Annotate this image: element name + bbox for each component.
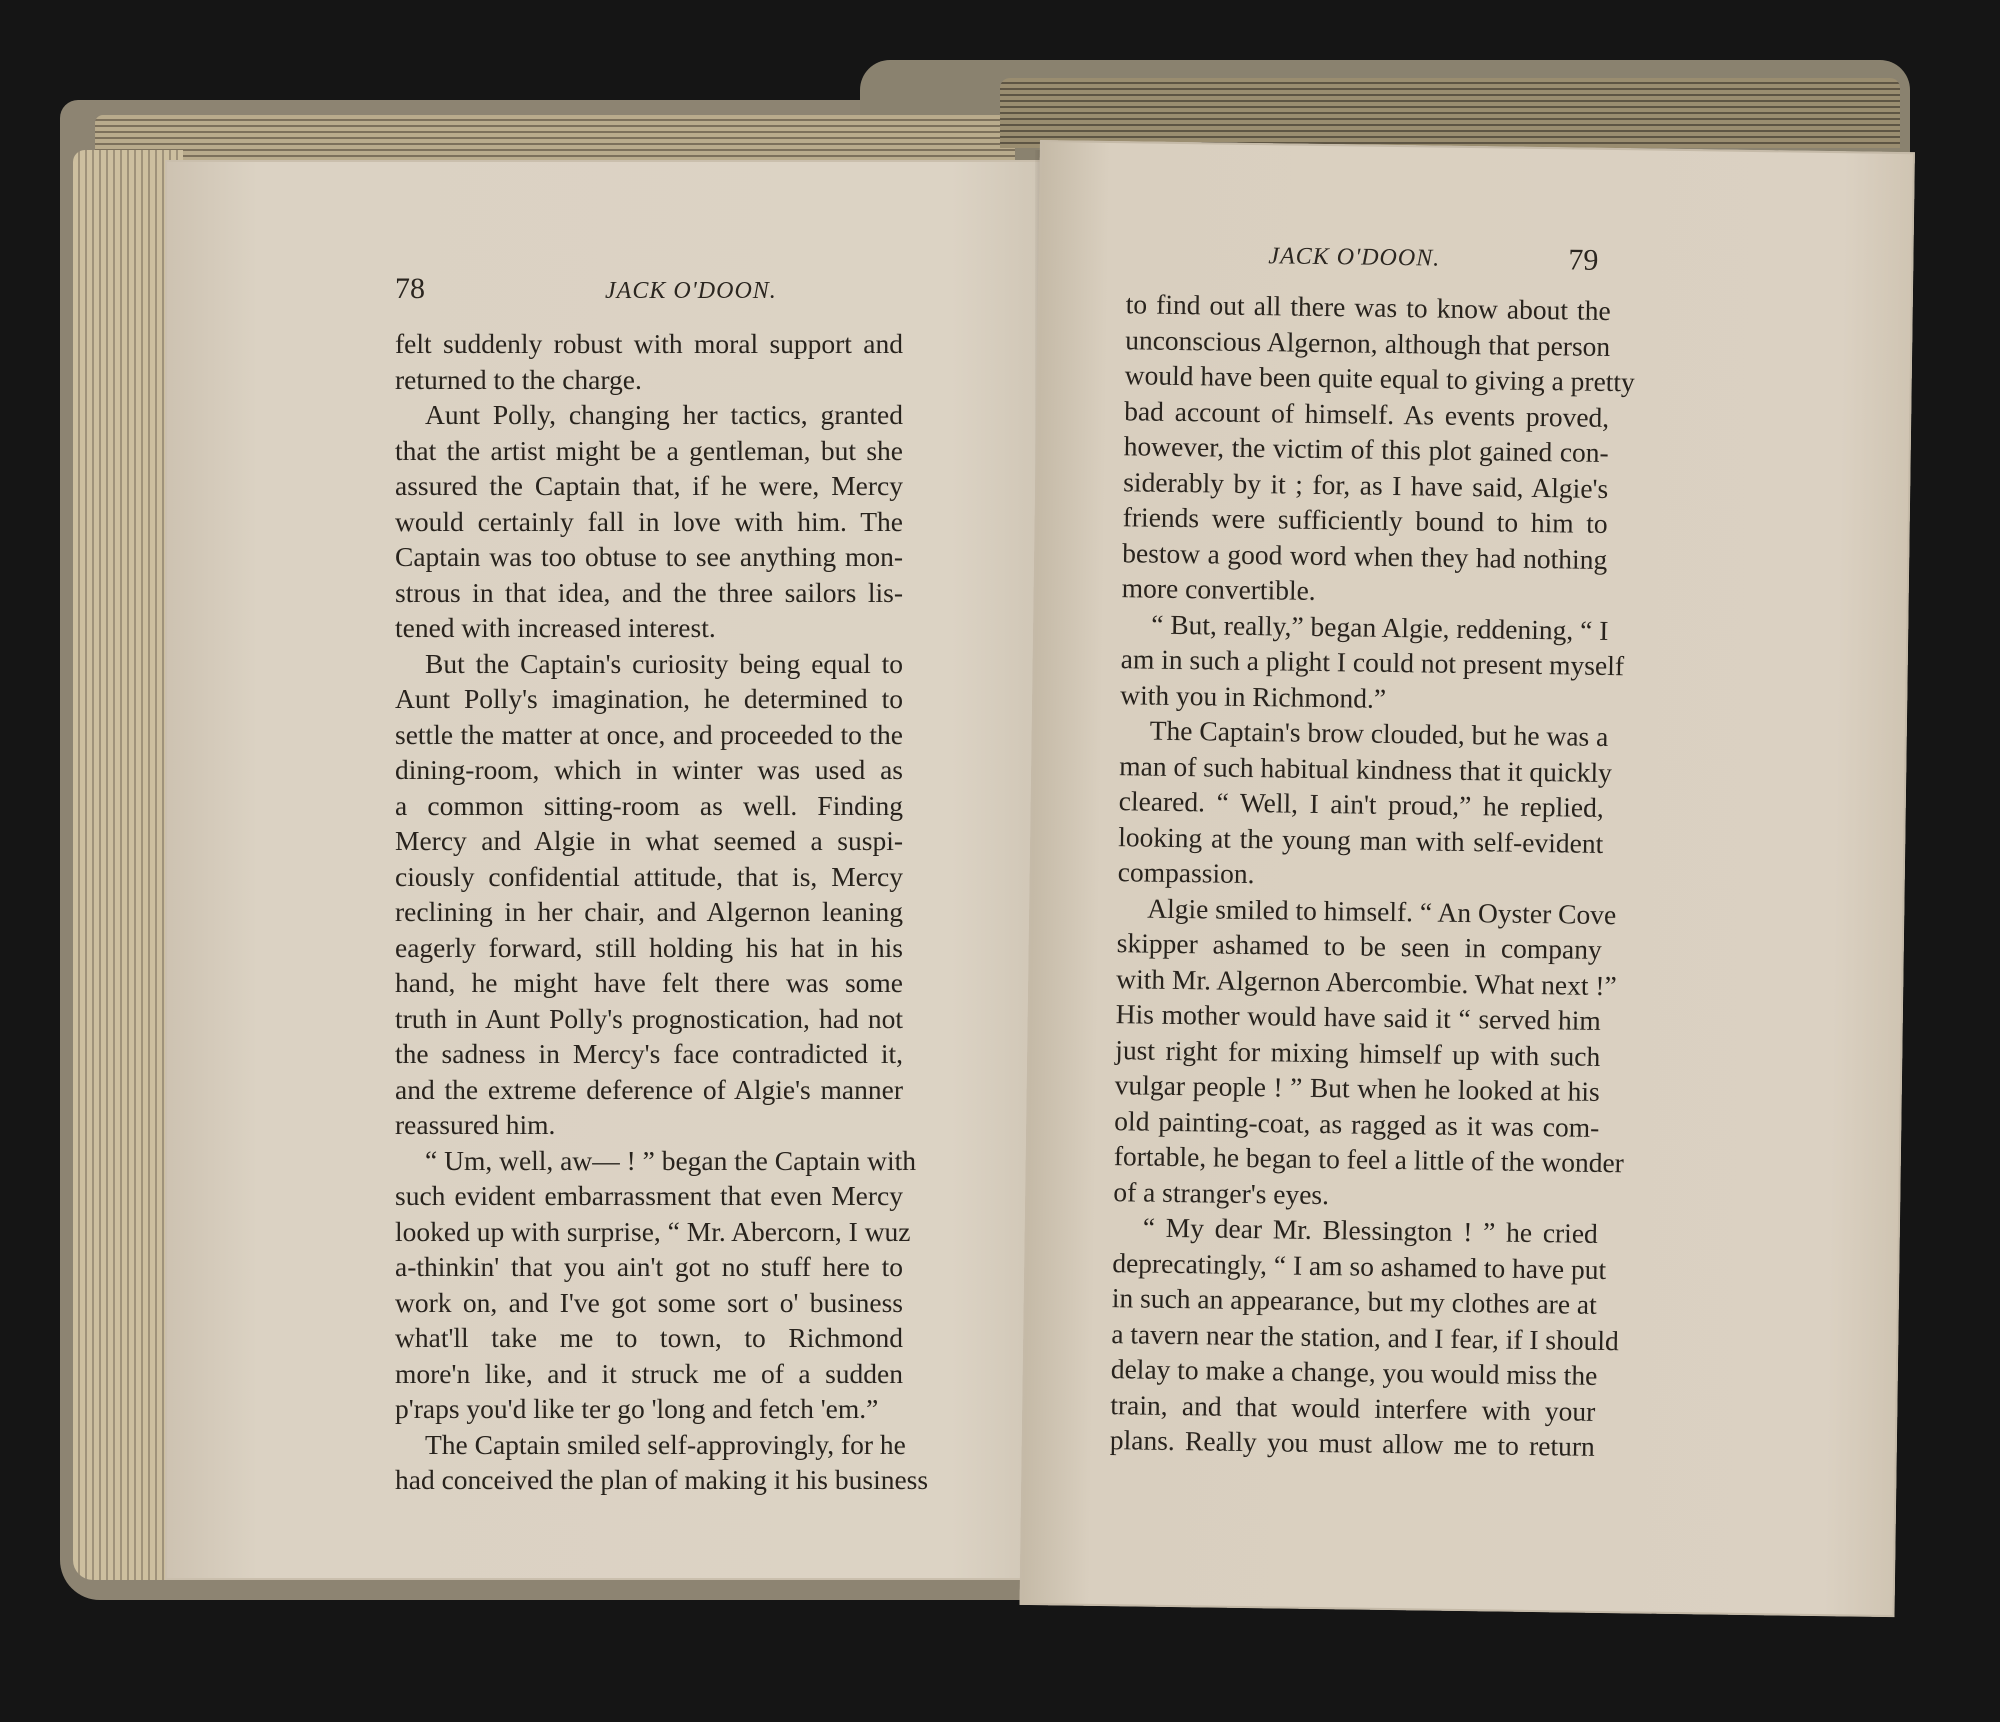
text-line: work on, and I've got some sort o' business (395, 1286, 903, 1318)
right-page-number: 79 (1568, 243, 1599, 277)
text-line: the sadness in Mercy's face contradicted it, (395, 1038, 903, 1069)
text-line: settle the matter at once, and proceeded to the (395, 718, 903, 750)
text-line: truth in Aunt Polly's prognostication, had not (395, 1002, 903, 1034)
text-line: But the Captain's curiosity being equal to (425, 647, 903, 679)
text-line: skipper ashamed to be seen in company (1116, 927, 1602, 965)
text-line: friends were sufficiently bound to him to (1122, 501, 1608, 539)
text-line: looked up with surprise, “ Mr. Abercorn, I wuz (395, 1215, 911, 1247)
text-line: ciously confidential attitude, that is, Mercy (395, 860, 903, 892)
text-line: a tavern near the station, and I fear, if I should (1111, 1317, 1619, 1356)
text-line: siderably by it ; for, as I have said, Algie's (1123, 465, 1609, 504)
text-line: Aunt Polly's imagination, he determined to (395, 683, 903, 714)
right-page-text (1109, 286, 1636, 1464)
text-line: man of such habitual kindness that it quickly (1119, 749, 1613, 788)
text-line: deprecatingly, “ I am so ashamed to have put (1112, 1246, 1607, 1285)
text-line: tened with increased interest. (395, 612, 716, 643)
text-line: p'raps you'd like ter go 'long and fetch 'em.” (395, 1393, 879, 1424)
text-line: assured the Captain that, if he were, Mercy (395, 470, 903, 501)
text-line: Algie smiled to himself. “ An Oyster Cove (1147, 892, 1617, 930)
text-line: “ Um, well, aw— ! ” began the Captain with (425, 1144, 917, 1176)
text-line: unconscious Algernon, although that person (1125, 323, 1611, 362)
text-line: in such an appearance, but my clothes are at (1111, 1282, 1598, 1320)
text-line: train, and that would interfere with your (1110, 1388, 1596, 1427)
text-line: dining-room, which in winter was used as (395, 754, 903, 785)
text-line: with you in Richmond.” (1120, 678, 1387, 714)
left-page-text (395, 326, 929, 1498)
text-line: am in such a plight I could not present myself (1120, 643, 1625, 682)
text-line: His mother would have said it “ served him (1115, 998, 1601, 1036)
text-line: “ My dear Mr. Blessington ! ” he cried (1142, 1211, 1599, 1249)
text-line: a common sitting-room as well. Finding (395, 789, 903, 821)
text-line: to find out all there was to know about the (1125, 288, 1611, 326)
text-line: more'n like, and it struck me of a sudden (395, 1357, 903, 1389)
text-line: vulgar people ! ” But when he looked at his (1114, 1069, 1600, 1107)
page-edges-top-right (1000, 78, 1900, 148)
text-line: reclining in her chair, and Algernon leaning (395, 896, 903, 927)
text-line: Aunt Polly, changing her tactics, granted (425, 399, 903, 430)
text-line: felt suddenly robust with moral support and (395, 328, 903, 359)
text-line: fortable, he began to feel a little of the wonder (1113, 1140, 1625, 1179)
text-line: just right for mixing himself up with such (1115, 1033, 1601, 1072)
left-running-title: JACK O'DOON. (605, 278, 777, 304)
text-line: The Captain's brow clouded, but he was a (1149, 714, 1609, 752)
text-line: old painting-coat, as ragged as it was com- (1114, 1104, 1600, 1143)
text-line: plans. Really you must allow me to return (1109, 1424, 1596, 1462)
text-line: however, the victim of this plot gained con- (1123, 430, 1609, 468)
text-line: such evident embarrassment that even Mercy (395, 1180, 903, 1211)
text-line: of a stranger's eyes. (1113, 1175, 1330, 1210)
text-line: bad account of himself. As events proved, (1124, 394, 1610, 433)
right-running-title: JACK O'DOON. (1268, 243, 1441, 272)
text-line: Captain was too obtuse to see anything mon- (395, 541, 903, 572)
text-line: delay to make a change, you would miss the (1110, 1353, 1598, 1391)
text-line: more convertible. (1121, 572, 1316, 606)
text-line: bestow a good word when they had nothing (1122, 536, 1608, 575)
text-line: compassion. (1117, 856, 1255, 890)
text-line: Mercy and Algie in what seemed a suspi- (395, 825, 903, 856)
text-line: had conceived the plan of making it his business (395, 1464, 929, 1495)
text-line: a-thinkin' that you ain't got no stuff here to (395, 1251, 903, 1282)
text-line: that the artist might be a gentleman, but she (395, 434, 903, 466)
text-line: and the extreme deference of Algie's manner (395, 1073, 903, 1105)
text-line: eagerly forward, still holding his hat in his (395, 931, 903, 963)
text-line: looking at the young man with self-evident (1118, 820, 1604, 859)
text-line: returned to the charge. (395, 363, 642, 395)
text-line: “ But, really,” began Algie, reddening, “ I (1151, 608, 1609, 646)
open-book (55, 60, 1945, 1700)
left-page (165, 160, 1090, 1580)
text-line: would certainly fall in love with him. The (395, 505, 903, 537)
left-page-number: 78 (395, 272, 425, 305)
text-line: would have been quite equal to giving a pretty (1124, 359, 1636, 398)
text-line: strous in that idea, and the three sailors lis- (395, 576, 903, 608)
text-line: The Captain smiled self-approvingly, for he (425, 1428, 906, 1460)
text-line: hand, he might have felt there was some (395, 967, 903, 998)
right-page (1020, 140, 1915, 1617)
text-line: what'll take me to town, to Richmond (395, 1322, 903, 1353)
text-line: with Mr. Algernon Abercombie. What next !” (1116, 962, 1617, 1001)
text-line: reassured him. (395, 1109, 556, 1140)
text-line: cleared. “ Well, I ain't proud,” he replied, (1118, 785, 1604, 823)
